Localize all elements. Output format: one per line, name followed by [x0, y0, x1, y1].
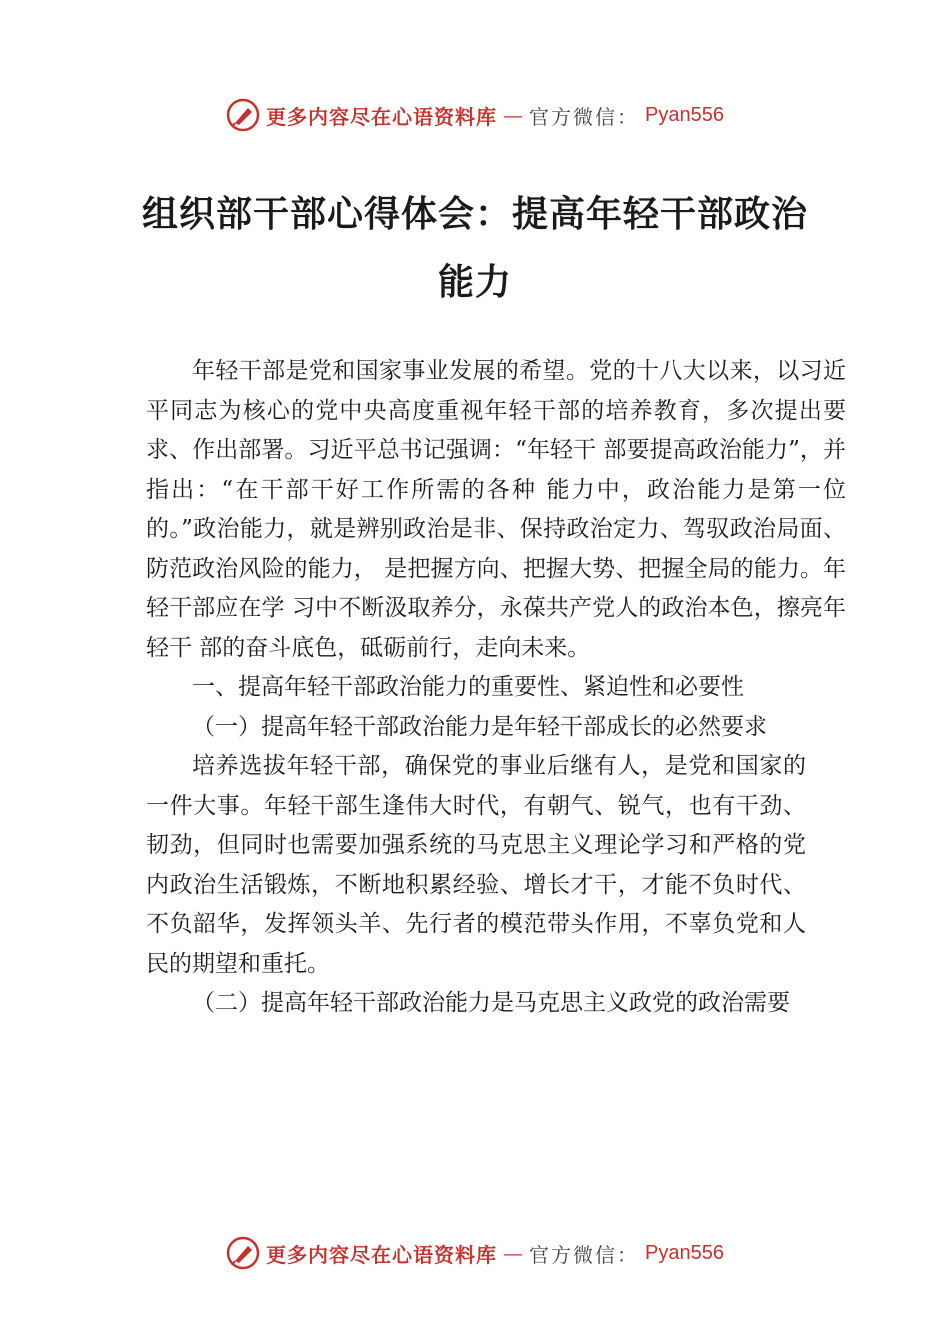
title-line-1: 组织部干部心得体会：提高年轻干部政治	[141, 193, 808, 235]
subsection-heading-1: （一）提高年轻干部政治能力是年轻干部成长的必然要求	[192, 713, 767, 740]
pen-nib-icon	[226, 1236, 260, 1270]
header-banner	[0, 95, 950, 135]
document-title	[140, 180, 810, 316]
wechat-id: Pyan556	[645, 1241, 724, 1264]
body-paragraph-2: 培养选拔年轻干部，确保党的事业后继有人，是党和国家的一件大事。年轻干部生逢伟大时代，有朝气、锐气，也有干劲、韧劲，但同时也需要加强系统的马克思主义理论学习和严格的党内政治生活锻炼，不断地积累经验、增长才干，才能不负时代、不负韶华，发挥领头羊、先行者的模范带头作用，不辜负党和人民的期望和重托。	[146, 753, 806, 977]
subsection-heading-2: （二）提高年轻干部政治能力是马克思主义政党的政治需要	[192, 990, 790, 1016]
promo-text: 更多内容尽在心语资料库	[266, 1242, 498, 1267]
footer-banner	[0, 1233, 950, 1273]
section-heading-1: 一、提高年轻干部政治能力的重要性、紧迫性和必要性	[192, 674, 744, 700]
wechat-id: Pyan556	[645, 103, 724, 126]
pen-nib-icon	[226, 98, 260, 132]
wechat-label: 官方微信：	[529, 1242, 640, 1267]
separator: —	[503, 1241, 524, 1265]
title-line-2: 能力	[437, 261, 512, 303]
promo-text: 更多内容尽在心语资料库	[266, 104, 498, 129]
intro-paragraph: 年轻干部是党和国家事业发展的希望。党的十八大以来，以习近平同志为核心的党中央高度重视年轻干部的培养教育，多次提出要求、作出部署。习近平总书记强调：“年轻干 部要提高政治能力”，并指出：“在干部干好工作所需的各种 能力中，政治能力是第一位的。”政治能力，就是辨别政治是非、保持政治定力、驾驭政治局面、防范政治风险的能力， 是把握方向、把握大势、把握全局的能力。年轻干部应在学 习中不断汲取养分，永葆共产党人的政治本色，擦亮年轻干 部的奋斗底色，砥砺前行，走向未来。	[146, 358, 846, 661]
wechat-label: 官方微信：	[529, 104, 640, 129]
separator: —	[503, 103, 524, 127]
document-body	[146, 352, 846, 1024]
